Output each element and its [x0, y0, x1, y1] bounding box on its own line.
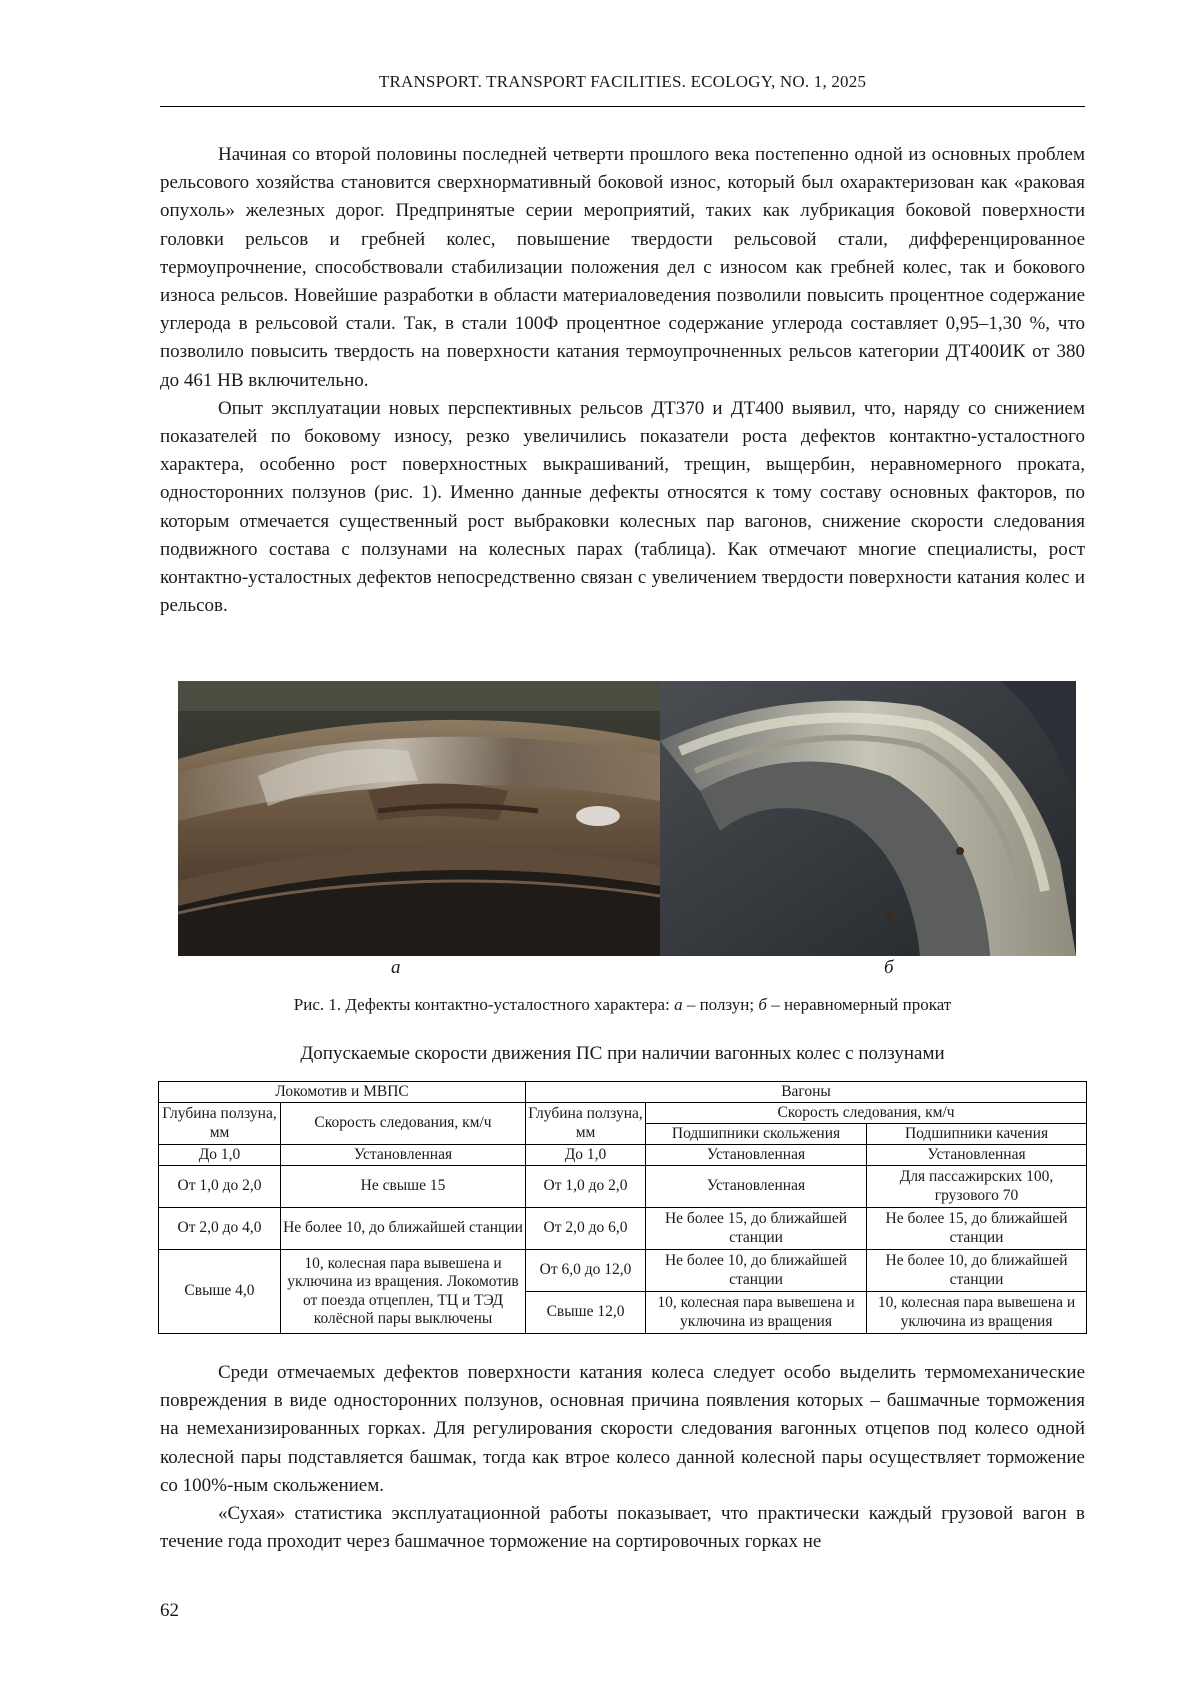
- cell: Установленная: [646, 1145, 867, 1166]
- figure-caption: [160, 995, 1085, 1015]
- header-roll-bearings: Подшипники качения: [867, 1124, 1087, 1145]
- paragraph: Опыт эксплуатации новых перспективных рельсов ДТ370 и ДТ400 выявил, что, наряду со снижением показателей по боковому износу, резко увеличились показатели роста дефектов кон­тактно-усталостного характера, особенно рост поверхностных выкрашиваний, трещин, выщер­бин, неравномерного проката, односторонних ползунов (рис. 1). Именно данные дефекты отно­сятся к тому составу основных факторов, по которым отмечается существенный рост выбраковки колесных пар вагонов, снижение скорости следования подвижного состава с ползунами на колес­ных парах (таблица). Как отмечают многие специалисты, рост контактно-усталостных дефектов непосредственно связан с увеличением твердости поверхности катания колес и рельсов.: [160, 395, 1085, 621]
- caption-letter-a: а: [674, 995, 683, 1014]
- caption-text-a: – ползун;: [683, 995, 759, 1014]
- header-depth-wagon: Глубина ползуна, мм: [526, 1103, 646, 1145]
- table-row: [159, 1250, 1087, 1292]
- cell: Не более 15, до ближайшей станции: [646, 1208, 867, 1250]
- cell: До 1,0: [526, 1145, 646, 1166]
- table-title: Допускаемые скорости движения ПС при наличии вагонных колес с ползунами: [160, 1043, 1085, 1065]
- table-row: [159, 1145, 1087, 1166]
- cell: До 1,0: [159, 1145, 281, 1166]
- running-head: TRANSPORT. TRANSPORT FACILITIES. ECOLOGY, NO. 1, 2025: [160, 72, 1085, 92]
- cell: От 1,0 до 2,0: [159, 1166, 281, 1208]
- panel-label-b: б: [884, 957, 894, 979]
- cell: Свыше 4,0: [159, 1250, 281, 1334]
- caption-letter-b: б: [758, 995, 767, 1014]
- table-row: [159, 1166, 1087, 1208]
- cell: Не более 15, до ближайшей станции: [867, 1208, 1087, 1250]
- cell: 10, колесная пара вывеше­на и уключина из вращения: [867, 1292, 1087, 1334]
- panel-label-a: а: [391, 957, 401, 979]
- cell: Для пассажирских 100, грузового 70: [867, 1166, 1087, 1208]
- speed-table: [158, 1081, 1087, 1334]
- header-speed-wagon: Скорость следования, км/ч: [646, 1103, 1087, 1124]
- cell: Не более 10, до ближайшей станции: [867, 1250, 1087, 1292]
- cell: От 1,0 до 2,0: [526, 1166, 646, 1208]
- photo-uneven-wear: [660, 681, 1076, 956]
- header-rule: [160, 106, 1085, 107]
- photo-wheel-skid: [178, 681, 660, 956]
- cell: Свыше 12,0: [526, 1292, 646, 1334]
- cell: Установленная: [646, 1166, 867, 1208]
- body-text-top: [160, 141, 1085, 620]
- header-locomotive: Локомотив и МВПС: [159, 1082, 526, 1103]
- cell: Установленная: [281, 1145, 526, 1166]
- cell: Установленная: [867, 1145, 1087, 1166]
- header-depth-loco: Глубина ползуна, мм: [159, 1103, 281, 1145]
- cell: 10, колесная пара вывешена и уключина из вращения. Локомо­тив от поезда отцеплен, ТЦ и ТЭД колёсной пары выключены: [281, 1250, 526, 1334]
- cell: Не свыше 15: [281, 1166, 526, 1208]
- header-wagons: Вагоны: [526, 1082, 1087, 1103]
- cell: Не более 10, до ближайшей станции: [646, 1250, 867, 1292]
- paragraph: «Сухая» статистика эксплуатационной работы показывает, что практически каждый гру­зовой вагон в течение года проходит через башмачное торможение на сортировочных горках не: [160, 1500, 1085, 1556]
- cell: Не более 10, до ближайшей станции: [281, 1208, 526, 1250]
- body-text-bottom: [160, 1359, 1085, 1556]
- caption-text-b: – неравномерный прокат: [767, 995, 951, 1014]
- header-speed-loco: Скорость следования, км/ч: [281, 1103, 526, 1145]
- paragraph: Среди отмечаемых дефектов поверхности катания колеса следует особо выделить термо­механические повреждения в виде односторонних ползунов, основная причина появления ко­торых – башмачные торможения на немеханизированных горках. Для регулирования скорости следования вагонных отцепов под колесо одной колесной пары подставляется башмак, тогда как втрое колесо данной колесной пары осуществляет торможение со 100%-ным скольжением.: [160, 1359, 1085, 1500]
- caption-prefix: Рис. 1. Дефекты контактно-усталостного характера:: [294, 995, 674, 1014]
- cell: 10, колесная пара вывешена и уключина из вращения: [646, 1292, 867, 1334]
- page-number: 62: [160, 1600, 179, 1622]
- cell: От 6,0 до 12,0: [526, 1250, 646, 1292]
- table-row: [159, 1208, 1087, 1250]
- cell: От 2,0 до 6,0: [526, 1208, 646, 1250]
- figure-1: [178, 681, 1076, 956]
- paragraph: Начиная со второй половины последней четверти прошлого века постепенно одной из основных проблем рельсового хозяйства становится сверхнормативный боковой износ, кото­рый был охарактеризован как «раковая опухоль» железных дорог. Предпринятые серии меро­приятий, таких как лубрикация боковой поверхности головки рельсов и гребней колес, повы­шение твердости рельсовой стали, дифференцированное термоупрочнение, способствовали стабилизации положения дел с износом как гребней колес, так и бокового износа рельсов. Но­вейшие разработки в области материаловедения позволили повысить процентное содержание углерода в рельсовой стали. Так, в стали 100Ф процентное содержание углерода составляет 0,95–1,30 %, что позволило повысить твердость на поверхности катания термоупрочненных рельсов категории ДТ400ИК от 380 до 461 НВ включительно.: [160, 141, 1085, 395]
- header-slide-bearings: Подшипники скольжения: [646, 1124, 867, 1145]
- cell: От 2,0 до 4,0: [159, 1208, 281, 1250]
